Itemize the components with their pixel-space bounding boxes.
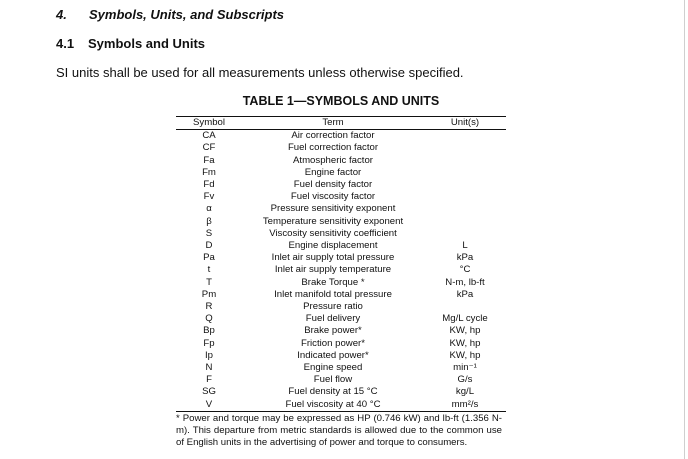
table-row: [176, 374, 506, 386]
cell-units: [424, 167, 506, 179]
table-row: [176, 155, 506, 167]
cell-term: Engine speed: [303, 362, 363, 374]
cell-units: °C: [459, 264, 471, 276]
table-row: [176, 216, 506, 228]
section-title: Symbols, Units, and Subscripts: [89, 7, 285, 22]
table-row: [176, 350, 506, 362]
cell-term: Engine displacement: [288, 240, 378, 252]
cell-symbol: Fp: [203, 337, 215, 349]
cell-symbol: Fv: [203, 191, 215, 203]
table-row: [176, 313, 506, 325]
table-body: [176, 130, 506, 412]
cell-units: [424, 155, 506, 167]
cell-term: Fuel correction factor: [287, 142, 379, 154]
cell-units: G/s: [457, 374, 473, 386]
cell-symbol: α: [206, 203, 212, 215]
section-number: 4.: [56, 7, 67, 22]
cell-symbol: Fm: [202, 166, 216, 178]
cell-term: Indicated power*: [297, 349, 369, 361]
cell-term: Fuel viscosity at 40 °C: [242, 399, 424, 412]
cell-symbol: D: [205, 240, 213, 252]
cell-term: Pressure ratio: [303, 301, 363, 313]
cell-term: Atmospheric factor: [293, 154, 373, 166]
subsection-heading: [56, 36, 205, 51]
table-row: [176, 338, 506, 350]
table-row: [176, 301, 506, 313]
symbols-table: [176, 116, 506, 412]
table-row: [176, 289, 506, 301]
cell-term: Air correction factor: [291, 130, 375, 142]
cell-term: Inlet manifold total pressure: [274, 288, 392, 300]
cell-term: Fuel viscosity factor: [290, 191, 376, 203]
cell-units: [424, 203, 506, 215]
cell-symbol: CA: [202, 130, 216, 142]
cell-units: [424, 216, 506, 228]
cell-term: Friction power*: [301, 337, 365, 349]
cell-units: L: [462, 240, 468, 252]
cell-units: min⁻¹: [453, 362, 477, 374]
cell-term: Temperature sensitivity exponent: [262, 215, 404, 227]
cell-units: [424, 191, 506, 203]
table-row: [176, 240, 506, 252]
cell-symbol: Bp: [203, 325, 215, 337]
cell-term: Viscosity sensitivity coefficient: [269, 227, 397, 239]
cell-units: KW, hp: [449, 349, 481, 361]
cell-units: KW, hp: [449, 337, 481, 349]
table-row: [176, 179, 506, 191]
cell-symbol: V: [176, 399, 242, 412]
cell-term: Fuel delivery: [305, 313, 361, 325]
table-footnote: * Power and torque may be expressed as HP (0.746 kW) and lb-ft (1.356 N-m). This departure from metric standards is allowed due to the common use of English units in the advertising of power and torque to consumers.: [176, 412, 502, 448]
cell-term: Inlet air supply temperature: [274, 264, 392, 276]
section-heading: [56, 7, 284, 22]
cell-symbol: Fa: [203, 154, 215, 166]
cell-units: [424, 301, 506, 313]
cell-term: Brake Torque *: [301, 276, 365, 288]
cell-symbol: F: [206, 374, 212, 386]
cell-symbol: Fd: [203, 179, 215, 191]
cell-units: kPa: [456, 288, 474, 300]
header-term: Term: [242, 117, 424, 130]
cell-term: Inlet air supply total pressure: [271, 252, 395, 264]
subsection-number: 4.1: [56, 36, 75, 51]
cell-term: Fuel density at 15 °C: [288, 386, 378, 398]
cell-units: Mg/L cycle: [442, 313, 488, 325]
table-row: [176, 325, 506, 337]
table-row: [176, 130, 506, 143]
cell-symbol: S: [205, 227, 213, 239]
cell-units: KW, hp: [449, 325, 481, 337]
table-row: [176, 362, 506, 374]
cell-term: Pressure sensitivity exponent: [270, 203, 396, 215]
page-edge-rule: [684, 0, 685, 459]
cell-symbol: SG: [202, 386, 216, 398]
table-row: [176, 264, 506, 276]
header-units: Unit(s): [424, 117, 506, 130]
table-title: TABLE 1—SYMBOLS AND UNITS: [242, 94, 440, 108]
symbols-table-container: [176, 116, 506, 449]
cell-symbol: T: [206, 276, 212, 288]
table-row: [176, 277, 506, 289]
cell-units: [424, 130, 506, 143]
intro-paragraph: SI units shall be used for all measurements unless otherwise specified.: [56, 65, 464, 80]
cell-symbol: R: [205, 301, 213, 313]
cell-units: [424, 142, 506, 154]
cell-term: Fuel flow: [313, 374, 353, 386]
table-row: [176, 386, 506, 398]
cell-symbol: Ip: [204, 349, 213, 361]
cell-units: kPa: [456, 252, 474, 264]
cell-units: [424, 228, 506, 240]
cell-symbol: Pm: [201, 288, 217, 300]
subsection-title: Symbols and Units: [88, 36, 206, 51]
cell-units: [424, 179, 506, 191]
table-row: [176, 203, 506, 215]
cell-units: mm²/s: [424, 399, 506, 412]
table-row: [176, 252, 506, 264]
cell-term: Engine factor: [304, 166, 362, 178]
cell-term: Brake power*: [304, 325, 362, 337]
header-symbol: Symbol: [176, 117, 242, 130]
cell-symbol: CF: [202, 142, 216, 154]
cell-symbol: t: [207, 264, 211, 276]
cell-units: kg/L: [455, 386, 475, 398]
cell-symbol: Pa: [203, 252, 215, 264]
cell-symbol: β: [206, 215, 212, 227]
table-row: [176, 191, 506, 203]
cell-symbol: N: [205, 362, 213, 374]
table-row: [176, 167, 506, 179]
table-row: [176, 142, 506, 154]
table-row: [176, 228, 506, 240]
cell-units: N-m, lb-ft: [445, 276, 485, 288]
cell-symbol: Q: [205, 313, 213, 325]
cell-term: Fuel density factor: [293, 179, 373, 191]
table-header-row: [176, 117, 506, 130]
table-row: [176, 399, 506, 412]
